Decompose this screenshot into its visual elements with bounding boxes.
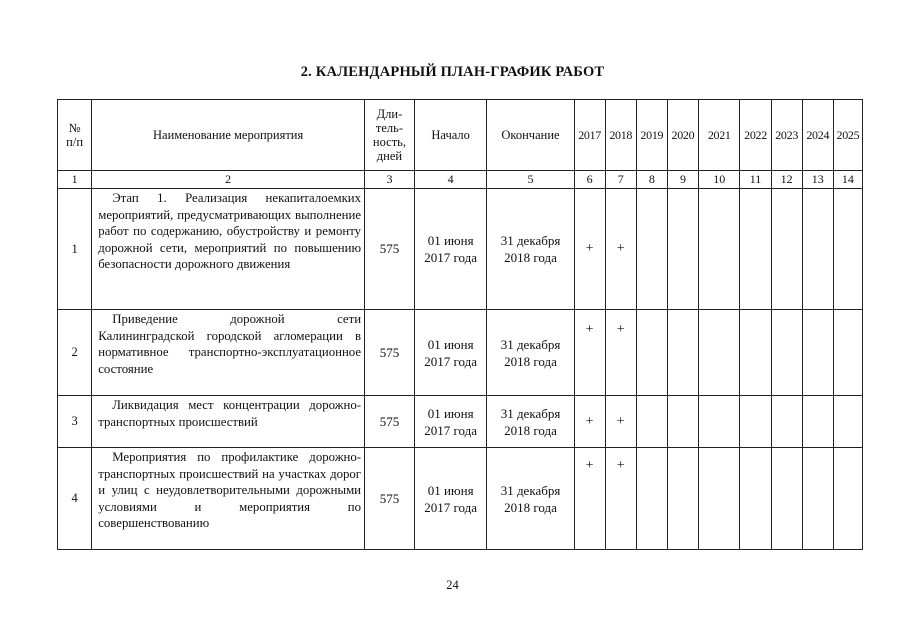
year-mark: +	[605, 396, 636, 448]
year-mark	[833, 189, 862, 310]
duration-days: 575	[365, 448, 415, 550]
header-row	[58, 100, 863, 171]
start-date: 01 июня 2017 года	[414, 310, 487, 396]
row-number: 4	[58, 448, 92, 550]
column-number: 9	[667, 171, 698, 189]
header-year: 2022	[740, 100, 771, 171]
end-date: 31 декабря 2018 года	[487, 189, 574, 310]
column-number: 3	[365, 171, 415, 189]
year-mark	[636, 448, 667, 550]
activity-name	[92, 396, 365, 448]
column-number: 7	[605, 171, 636, 189]
year-mark	[667, 310, 698, 396]
year-mark	[740, 448, 771, 550]
activity-name	[92, 448, 365, 550]
year-mark	[699, 396, 740, 448]
header-start: Начало	[414, 100, 487, 171]
activity-name-text: Этап 1. Реализация некапиталоемких мероприятий, предусматривающих выполнение работ по содержанию, обустройству и ремонту дорожной сети, мероприятий по повышению безопасности дорожного движения	[98, 191, 362, 272]
column-number: 6	[574, 171, 605, 189]
header-year: 2017	[574, 100, 605, 171]
year-mark	[667, 189, 698, 310]
column-number: 14	[833, 171, 862, 189]
header-year: 2019	[636, 100, 667, 171]
duration-days: 575	[365, 396, 415, 448]
year-mark	[802, 448, 833, 550]
header-year: 2025	[833, 100, 862, 171]
year-mark	[740, 396, 771, 448]
end-date: 31 декабря 2018 года	[487, 396, 574, 448]
year-mark	[667, 448, 698, 550]
activity-name	[92, 310, 365, 396]
start-date: 01 июня 2017 года	[414, 448, 487, 550]
column-number: 11	[740, 171, 771, 189]
table-row	[58, 310, 863, 396]
column-number: 13	[802, 171, 833, 189]
header-year: 2024	[802, 100, 833, 171]
year-mark: +	[574, 396, 605, 448]
row-number: 2	[58, 310, 92, 396]
column-number: 2	[92, 171, 365, 189]
year-mark	[699, 310, 740, 396]
end-date: 31 декабря 2018 года	[487, 448, 574, 550]
column-number: 4	[414, 171, 487, 189]
header-duration: Дли- тель- ность, дней	[365, 100, 415, 171]
row-number: 3	[58, 396, 92, 448]
header-year: 2020	[667, 100, 698, 171]
column-number: 8	[636, 171, 667, 189]
duration-days: 575	[365, 189, 415, 310]
year-mark	[833, 310, 862, 396]
page-title: 2. КАЛЕНДАРНЫЙ ПЛАН-ГРАФИК РАБОТ	[300, 64, 605, 80]
year-mark	[802, 189, 833, 310]
schedule-table	[57, 99, 863, 550]
year-mark	[802, 396, 833, 448]
year-mark	[740, 189, 771, 310]
year-mark	[740, 310, 771, 396]
header-number-abbrev: п/п	[66, 135, 84, 149]
duration-days: 575	[365, 310, 415, 396]
column-number: 5	[487, 171, 574, 189]
header-end: Окончание	[487, 100, 574, 171]
year-mark: +	[574, 448, 605, 550]
column-number: 10	[699, 171, 740, 189]
header-number-symbol: №	[68, 121, 81, 135]
year-mark: +	[574, 189, 605, 310]
year-mark	[771, 189, 802, 310]
end-date: 31 декабря 2018 года	[487, 310, 574, 396]
activity-name-text: Ликвидация мест концентрации дорожно-транспортных происшествий	[98, 398, 362, 429]
year-mark	[833, 448, 862, 550]
year-mark	[699, 448, 740, 550]
table-row	[58, 448, 863, 550]
year-mark	[771, 448, 802, 550]
year-mark: +	[574, 310, 605, 396]
column-number-row	[58, 171, 863, 189]
header-name: Наименование мероприятия	[92, 100, 365, 171]
activity-name	[92, 189, 365, 310]
year-mark	[771, 396, 802, 448]
header-number	[58, 100, 92, 171]
start-date: 01 июня 2017 года	[414, 189, 487, 310]
header-year: 2023	[771, 100, 802, 171]
year-mark	[771, 310, 802, 396]
year-mark: +	[605, 448, 636, 550]
header-year: 2021	[699, 100, 740, 171]
year-mark: +	[605, 310, 636, 396]
year-mark	[802, 310, 833, 396]
year-mark	[699, 189, 740, 310]
header-year: 2018	[605, 100, 636, 171]
year-mark	[636, 396, 667, 448]
activity-name-text: Приведение дорожной сети Калининградской городской агломерации в нормативное транспортно-эксплуатационное состояние	[98, 312, 362, 376]
year-mark	[667, 396, 698, 448]
start-date: 01 июня 2017 года	[414, 396, 487, 448]
year-mark: +	[605, 189, 636, 310]
year-mark	[833, 396, 862, 448]
activity-name-text: Мероприятия по профилактике дорожно-транспортных происшествий на участках дорог и улиц с неудовлетворительными дорожными условиями и мероприятия по совершенствованию	[98, 450, 362, 531]
table-row	[58, 189, 863, 310]
row-number: 1	[58, 189, 92, 310]
table-row	[58, 396, 863, 448]
page-number: 24	[446, 578, 459, 592]
column-number: 1	[58, 171, 92, 189]
year-mark	[636, 189, 667, 310]
year-mark	[636, 310, 667, 396]
column-number: 12	[771, 171, 802, 189]
